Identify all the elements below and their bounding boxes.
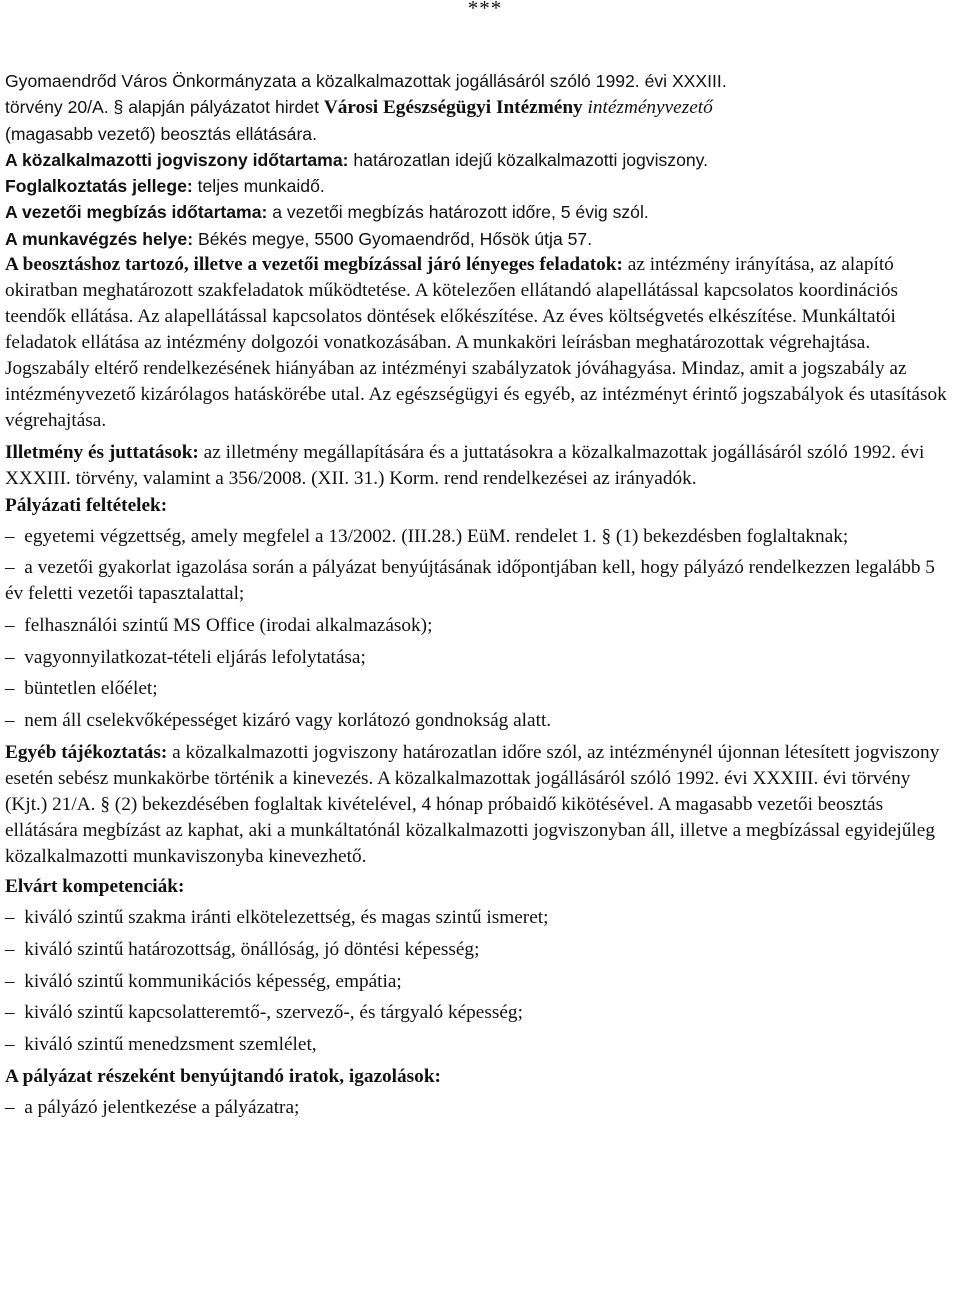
salary-paragraph-cont [5,466,957,492]
field-duration [5,147,957,173]
field-workplace [5,226,957,252]
intro-line-3 [5,121,957,147]
field-employment-label: Foglalkoztatás jellege: [5,176,193,197]
intro-line-2 [5,94,957,121]
conditions-list [5,524,957,735]
conditions-heading [5,493,957,519]
intro-text-2: törvény 20/A. § alapján pályázatot hirdet [5,97,324,118]
condition-item: – vagyonnyilatkozat-tételi eljárás lefolytatása; [5,645,957,671]
section-separator: *** [467,0,503,20]
job-announcement-body [5,68,957,1121]
duties-paragraph [5,252,957,435]
field-workplace-value: Békés megye, 5500 Gyomaendrőd, Hősök útja 57. [193,228,593,249]
salary-text-a: az illetmény megállapítására és a juttatásokra a közalkalmazottak jogállásáról szóló 1992. évi [198,442,925,464]
field-mandate-value: a vezetői megbízás határozott időre, 5 évig szól. [267,202,649,223]
competency-item: – kiváló szintű határozottság, önállóság, jó döntési képesség; [5,937,957,963]
documents-list [5,1095,957,1121]
condition-item: – a vezetői gyakorlat igazolása során a pályázat benyújtásának időpontjában kell, hogy pályázó rendelkezzen legalább 5 év feletti vezetői tapasztalattal; [5,555,957,607]
field-mandate-label: A vezetői megbízás időtartama: [5,202,268,223]
condition-item: – egyetemi végzettség, amely megfelel a 13/2002. (III.28.) EüM. rendelet 1. § (1) bekezdésben foglaltaknak; [5,524,957,550]
intro-text-1: Gyomaendrőd Város Önkormányzata a közalkalmazottak jogállásáról szóló 1992. évi XXXIII. [5,71,727,91]
duties-label: A beosztáshoz tartozó, illetve a vezetői megbízással járó lényeges feladatok: [5,253,623,275]
competency-item: – kiváló szintű kapcsolatteremtő-, szervező-, és tárgyaló képesség; [5,1000,957,1026]
competencies-list [5,905,957,1058]
condition-item: – felhasználói szintű MS Office (irodai alkalmazások); [5,613,957,639]
competencies-heading [5,874,957,900]
position-title: intézményvezető [582,97,713,119]
condition-item: – nem áll cselekvőképességet kizáró vagy korlátozó gondnokság alatt. [5,708,957,734]
field-employment-value: teljes munkaidő. [192,176,325,197]
competency-item: – kiváló szintű kommunikációs képesség, empátia; [5,969,957,995]
other-info-label: Egyéb tájékoztatás: [5,741,168,763]
institution-name: Városi Egészségügyi Intézmény [323,97,583,119]
salary-paragraph [5,440,957,466]
documents-label: A pályázat részeként benyújtandó iratok, igazolások: [5,1065,441,1087]
other-info-paragraph [5,740,957,870]
salary-text-b: XXXIII. törvény, valamint a 356/2008. (XII. 31.) Korm. rend rendelkezései az irányadók. [5,468,697,490]
documents-heading [5,1064,957,1090]
condition-item: – büntetlen előélet; [5,676,957,702]
field-mandate [5,199,957,225]
intro-line-1 [5,68,957,94]
field-employment [5,173,957,199]
competency-item: – kiváló szintű szakma iránti elkötelezettség, és magas szintű ismeret; [5,905,957,931]
intro-text-3: (magasabb vezető) beosztás ellátására. [5,124,317,145]
competency-item: – kiváló szintű menedzsment szemlélet, [5,1032,957,1058]
duties-text: az intézmény irányítása, az alapító okiratban meghatározott szakfeladatok működtetése. A kötelezően ellátandó alapellátással kapcsolatos koordinációs teendők ellátása. Az alapellátással kapcsolatos döntések előkészítése. Az éves költségvetés elkészítése. Munkáltatói feladatok ellátása az intézmény dolgozói vonatkozásában. A munkaköri leírásban meghatározottak végrehajtása. Jogszabály eltérő rendelkezésének hiányában az intézményi szabályzatok jóváhagyása. Mindaz, amit a jogszabály az intézményvezető kizárólagos hatáskörébe utal. Az egészségügyi és egyéb, az intézményt érintő jogszabályok és utasítások végrehajtása. [5,253,947,432]
field-duration-label: A közalkalmazotti jogviszony időtartama: [5,150,349,171]
competencies-label: Elvárt kompetenciák: [5,876,185,898]
conditions-label: Pályázati feltételek: [5,494,168,516]
field-workplace-label: A munkavégzés helye: [5,228,194,249]
other-info-text: a közalkalmazotti jogviszony határozatlan időre szól, az intézménynél újonnan létesített jogviszony esetén sebész munkakörbe történik a kinevezés. A közalkalmazottak jogállásáról szóló 1992. évi XXXIII. évi törvény (Kjt.) 21/A. § (2) bekezdésében foglaltak kivételével, 4 hónap próbaidő kikötésével. A magasabb vezetői beosztás ellátására megbízást az kaphat, aki a munkáltatónál közalkalmazotti jogviszonyban áll, illetve a megbízással egyidejűleg közalkalmazotti munkaviszonyba kinevezhető. [5,741,940,868]
document-item: – a pályázó jelentkezése a pályázatra; [5,1095,957,1121]
salary-label: Illetmény és juttatások: [5,442,199,464]
field-duration-value: határozatlan idejű közalkalmazotti jogviszony. [348,150,709,171]
